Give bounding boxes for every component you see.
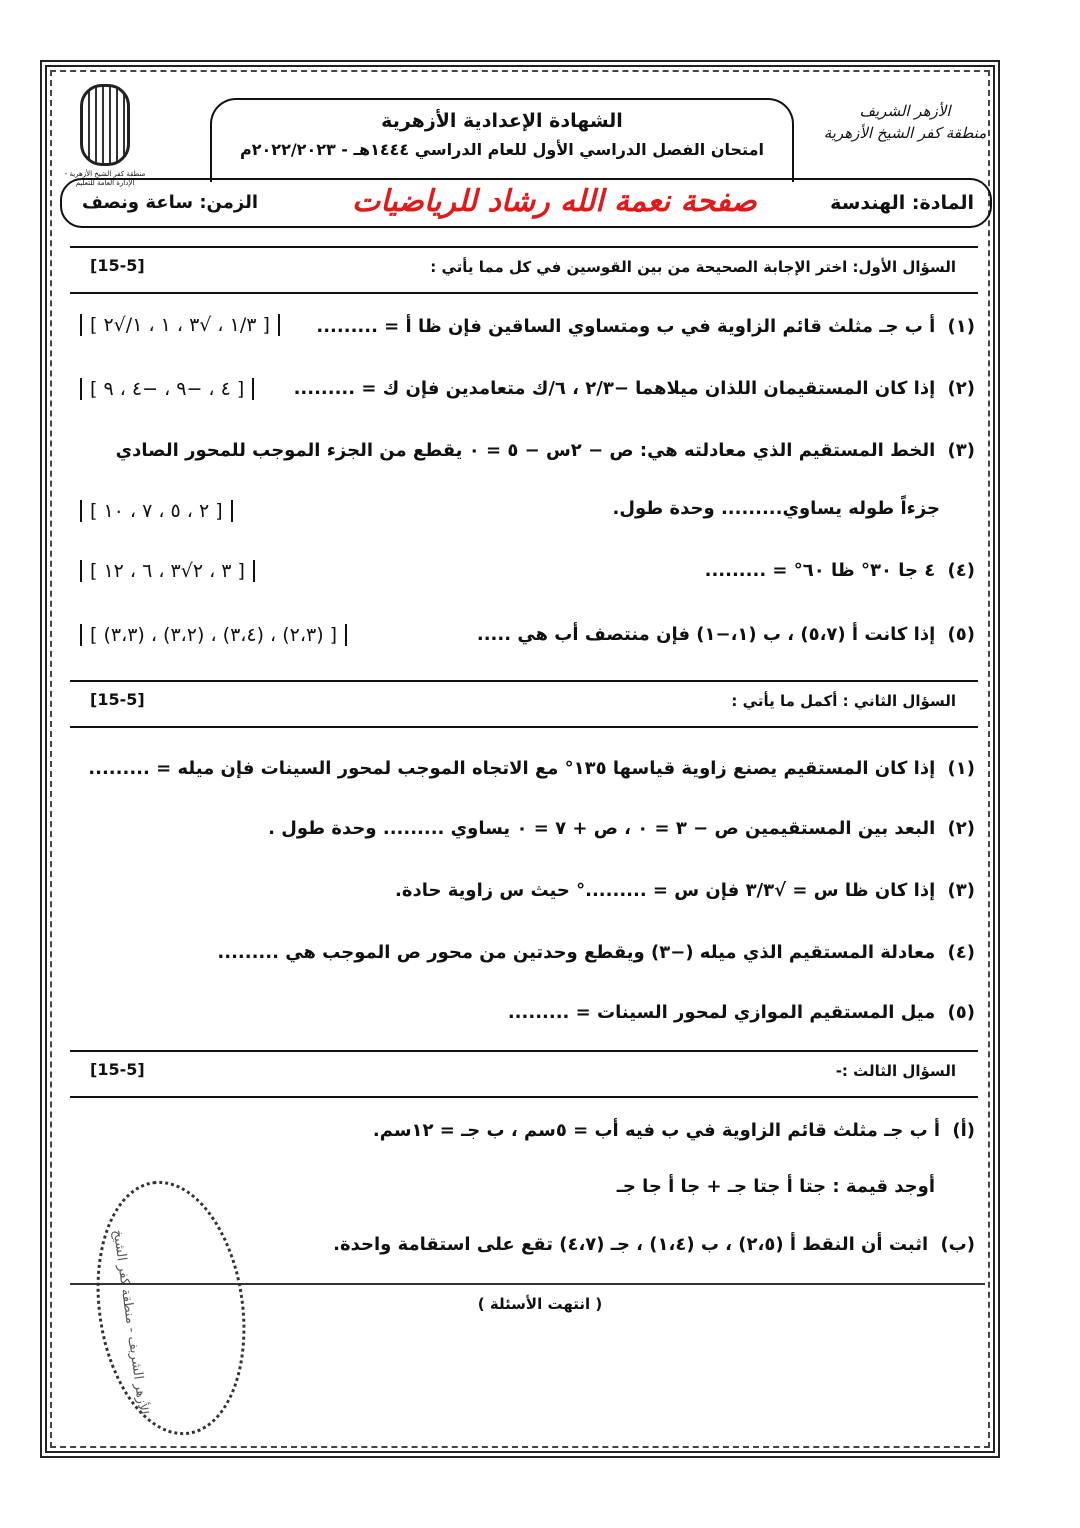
q3-title: السؤال الثالث :- <box>835 1062 956 1080</box>
item-text: إذا كان المستقيمان اللذان ميلاهما −٢/٣ ، ٦/ك متعامدين فإن ك = ......... <box>293 378 936 399</box>
q2-item-5 <box>508 1002 975 1023</box>
azhar-emblem-logo <box>60 84 150 188</box>
q1-item-2 <box>294 378 975 399</box>
q3-marks: [15-5] <box>90 1060 145 1079</box>
item-number: (٢) <box>947 818 975 839</box>
q3-item-a <box>373 1120 975 1141</box>
item-text: اثبت أن النقط أ (٢،٥) ، ب (١،٤) ، جـ (٤،٧) تقع على استقامة واحدة. <box>333 1234 929 1255</box>
item-number: (أ) <box>952 1120 975 1141</box>
item-number: (٣) <box>947 440 975 461</box>
item-text: معادلة المستقيم الذي ميله (−٣) ويقطع وحدتين من محور ص الموجب هي ......... <box>217 942 936 963</box>
q1-title: السؤال الأول: اختر الإجابة الصحيحة من بين القوسين في كل مما يأتي : <box>430 258 956 276</box>
item-text: إذا كان المستقيم يصنع زاوية قياسها ١٣٥° مع الاتجاه الموجب لمحور السينات فإن ميله = ......... <box>88 758 936 779</box>
exam-meta-bar <box>60 178 992 228</box>
item-number: (٥) <box>947 1002 975 1023</box>
q2-item-2 <box>268 818 975 839</box>
q2-title: السؤال الثاني : أكمل ما يأتي : <box>731 692 956 710</box>
org-line-2: منطقة كفر الشيخ الأزهرية <box>823 124 987 142</box>
brand-watermark: صفحة نعمة الله رشاد للرياضيات <box>352 184 757 219</box>
item-text: أ ب جـ مثلث قائم الزاوية في ب ومتساوي الساقين فإن ظا أ = ......... <box>316 316 936 337</box>
q1-item-5 <box>477 624 975 645</box>
q2-marks: [15-5] <box>90 690 145 709</box>
item-number: (٤) <box>947 942 975 963</box>
q1-item-3-continued: جزءاً طوله يساوي......... وحدة طول. <box>612 498 940 519</box>
item-text: البعد بين المستقيمين ص − ٣ = ٠ ، ص + ٧ = ٠ يساوي ......... وحدة طول . <box>268 818 936 839</box>
q2-item-1 <box>88 758 975 779</box>
q1-marks: [15-5] <box>90 256 145 275</box>
item-text: ميل المستقيم الموازي لمحور السينات = ......... <box>507 1002 936 1023</box>
exam-title: الشهادة الإعدادية الأزهرية <box>381 110 623 132</box>
item-text: إذا كان ظا س = √٣/٣ فإن س = .........° حيث س زاوية حادة. <box>395 880 936 901</box>
q1-header <box>70 246 978 294</box>
q1-item-2-options: [ ٤ ، −٩ ، −٤ ، ٩ ] <box>80 378 254 400</box>
item-text: إذا كانت أ (٥،٧) ، ب (١،−١) فإن منتصف أب هي ..... <box>476 624 936 645</box>
end-of-questions: ( انتهت الأسئلة ) <box>477 1295 603 1313</box>
item-number: (١) <box>947 758 975 779</box>
q1-item-4 <box>705 560 975 581</box>
item-number: (ب) <box>940 1234 975 1255</box>
stamp-text: الأزهر الشريف - منطقة كفر الشيخ <box>109 1228 151 1416</box>
item-text: أ ب جـ مثلث قائم الزاوية في ب فيه أب = ٥سم ، ب جـ = ١٢سم. <box>372 1120 941 1141</box>
q3-header <box>70 1050 978 1098</box>
item-number: (٤) <box>947 560 975 581</box>
q1-item-1-options: [ ١/٣ ، √٣ ، ١ ، ١/√٢ ] <box>80 314 280 336</box>
q1-item-4-options: [ ٣ ، ٢√٣ ، ٦ ، ١٢ ] <box>80 560 255 582</box>
item-number: (٢) <box>947 378 975 399</box>
q3-item-a-task: أوجد قيمة : جتا أ جتا جـ + جا أ جا جـ <box>616 1176 935 1197</box>
exam-header <box>210 98 794 182</box>
q1-item-3-options: [ ٢ ، ٥ ، ٧ ، ١٠ ] <box>80 500 233 522</box>
q1-item-5-options: [ (٢،٣) ، (٣،٤) ، (٣،٢) ، (٣،٣) ] <box>80 624 347 646</box>
q1-item-1 <box>316 316 975 337</box>
item-number: (١) <box>947 316 975 337</box>
emblem-caption: منطقة كفر الشيخ الأزهرية - الإدارة العامة للتعليم <box>64 170 146 187</box>
org-line-1: الأزهر الشريف <box>859 102 951 120</box>
time-label: الزمن: ساعة ونصف <box>82 192 258 213</box>
exam-subtitle: امتحان الفصل الدراسي الأول للعام الدراسي ١٤٤٤هـ - ٢٠٢٢/٢٠٢٣م <box>240 140 764 159</box>
mosque-emblem-icon <box>80 84 130 166</box>
item-number: (٥) <box>947 624 975 645</box>
q1-item-3 <box>116 440 975 461</box>
item-number: (٣) <box>947 880 975 901</box>
item-text: ٤ جا ٣٠° ظا ٦٠° = ......... <box>704 560 936 581</box>
q2-item-4 <box>217 942 975 963</box>
q2-header <box>70 680 978 728</box>
org-calligraphy <box>820 100 990 144</box>
q3-item-b <box>333 1234 975 1255</box>
end-divider <box>70 1283 985 1285</box>
subject-label: المادة: الهندسة <box>830 192 974 214</box>
item-text: الخط المستقيم الذي معادلته هي: ص − ٢س − ٥ = ٠ يقطع من الجزء الموجب للمحور الصادي <box>115 440 936 461</box>
q2-item-3 <box>395 880 975 901</box>
